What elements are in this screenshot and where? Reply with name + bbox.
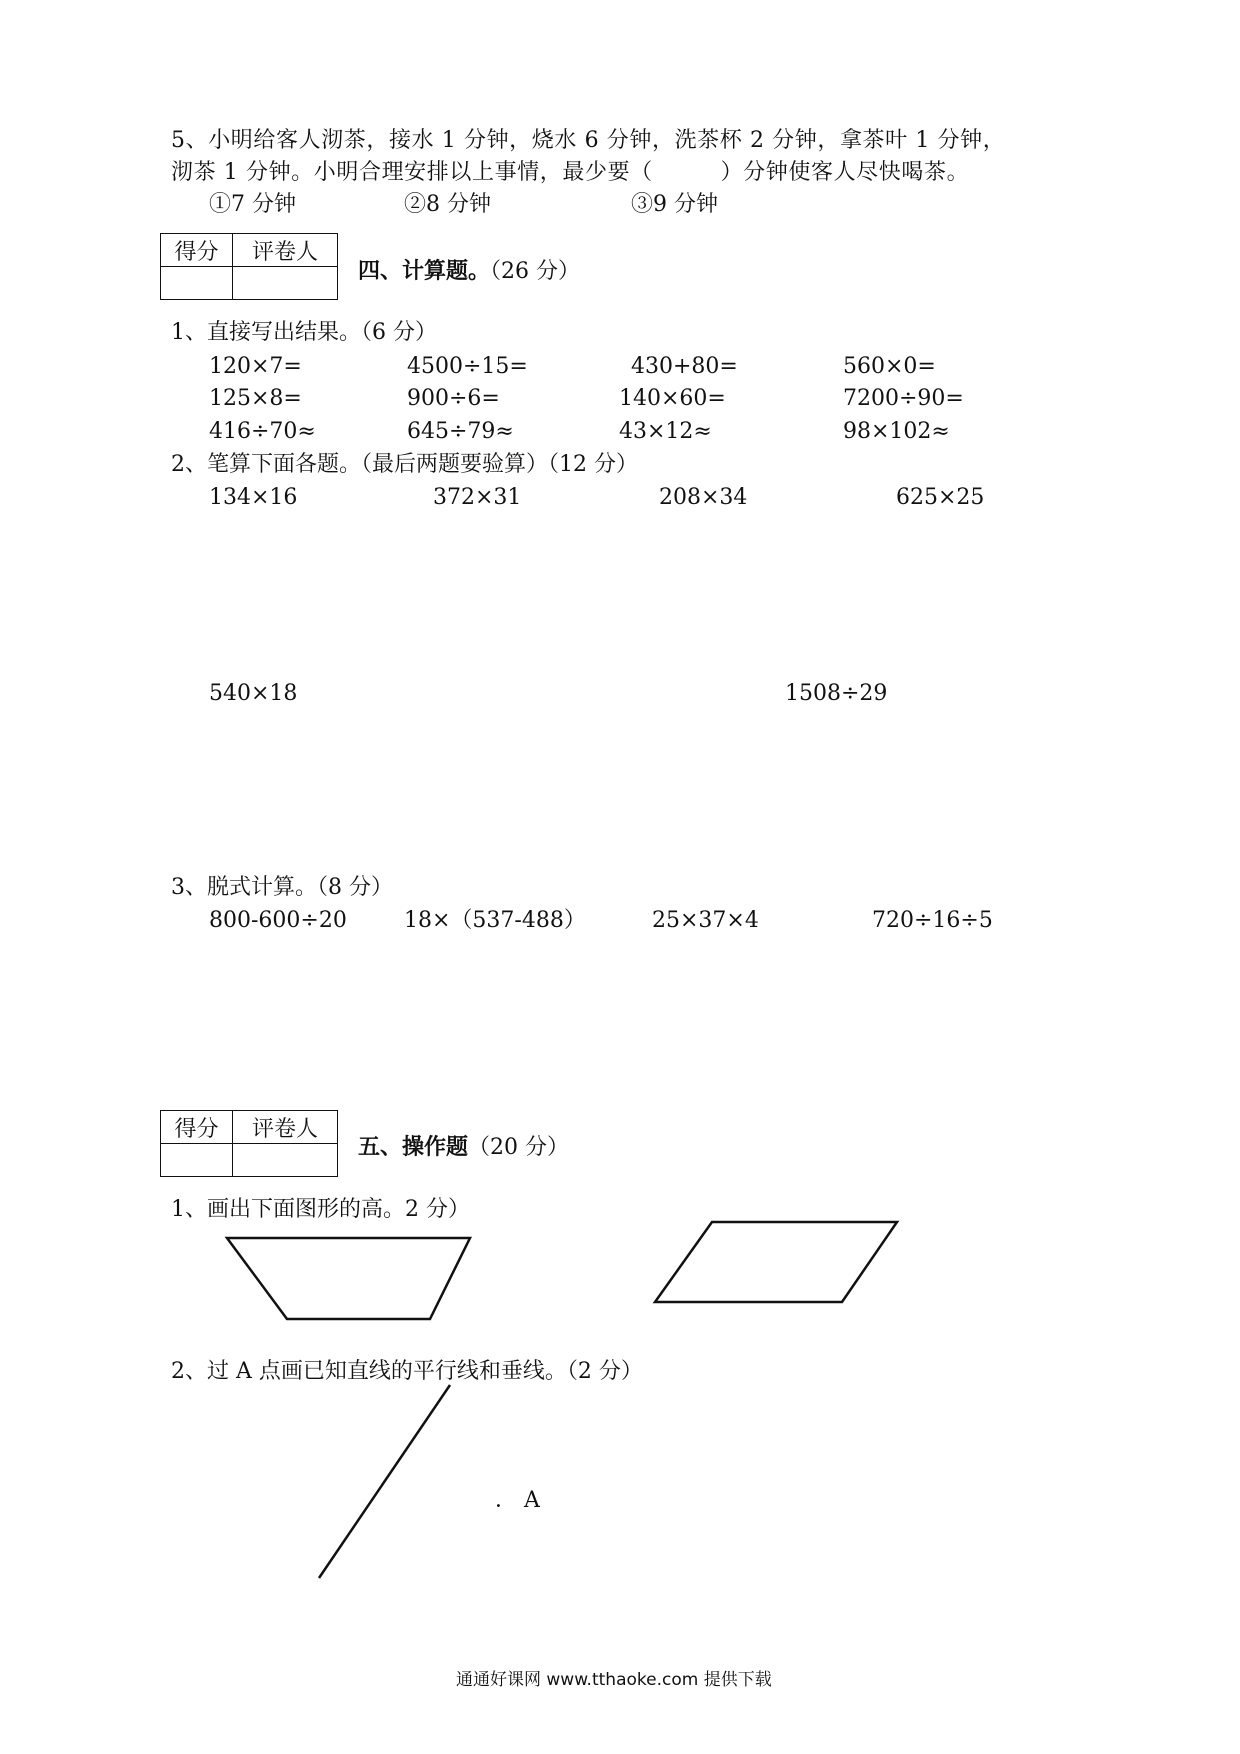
q5-line2: 沏茶 1 分钟。小明合理安排以上事情，最少要（ ）分钟使客人尽快喝茶。 — [171, 160, 970, 185]
calc-item: 125×8= — [209, 386, 302, 411]
grader-header: 评卷人 — [233, 1111, 338, 1144]
stepwise-calc-item: 720÷16÷5 — [872, 908, 993, 933]
calc-item: 645÷79≈ — [407, 419, 514, 444]
given-line — [319, 1385, 450, 1578]
q5-line1: 5、小明给客人沏茶，接水 1 分钟，烧水 6 分钟，洗茶杯 2 分钟，拿茶叶 1 分钟， — [171, 128, 1006, 153]
written-calc-item: 134×16 — [209, 485, 298, 510]
point-a-label: ． A — [495, 1488, 540, 1513]
q5-option-2: ②8 分钟 — [404, 192, 491, 217]
stepwise-calc-item: 18×（537-488） — [404, 908, 586, 933]
parallelogram-figure — [655, 1222, 897, 1302]
section5-title: 五、操作题 — [358, 1134, 469, 1160]
written-calc-item: 1508÷29 — [785, 681, 888, 706]
section4-title: 四、计算题。 — [358, 258, 491, 284]
calc-item: 140×60= — [619, 386, 726, 411]
q5-option-3: ③9 分钟 — [631, 192, 718, 217]
calc-item: 430+80= — [631, 354, 738, 379]
section5-q2-label: 2、过 A 点画已知直线的平行线和垂线。（2 分） — [171, 1359, 643, 1384]
calc-item: 98×102≈ — [843, 419, 950, 444]
section5-q1-label: 1、画出下面图形的高。2 分） — [171, 1197, 470, 1222]
stepwise-calc-item: 25×37×4 — [652, 908, 759, 933]
calc-item: 120×7= — [209, 354, 302, 379]
section4-q1-label: 1、直接写出结果。（6 分） — [171, 320, 437, 345]
calc-item: 7200÷90= — [843, 386, 964, 411]
calc-item: 4500÷15= — [407, 354, 528, 379]
q5-option-1: ①7 分钟 — [209, 192, 296, 217]
written-calc-item: 208×34 — [659, 485, 748, 510]
calc-item: 560×0= — [843, 354, 936, 379]
section5-points: （20 分） — [468, 1135, 570, 1160]
written-calc-item: 372×31 — [433, 485, 522, 510]
stepwise-calc-item: 800-600÷20 — [209, 908, 347, 933]
written-calc-item: 625×25 — [896, 485, 985, 510]
section4-q3-label: 3、脱式计算。（8 分） — [171, 875, 393, 900]
section4-q2-label: 2、笔算下面各题。（最后两题要验算）（12 分） — [171, 452, 638, 477]
calc-item: 900÷6= — [407, 386, 500, 411]
trapezoid-figure — [227, 1238, 470, 1319]
section4-points: （26 分） — [490, 259, 581, 284]
calc-item: 416÷70≈ — [209, 419, 316, 444]
score-header: 得分 — [161, 1111, 233, 1144]
grader-header: 评卷人 — [233, 234, 338, 267]
score-header: 得分 — [161, 234, 233, 267]
calc-item: 43×12≈ — [619, 419, 712, 444]
written-calc-item: 540×18 — [209, 681, 298, 706]
footer-credit: 通通好课网 www.tthaoke.com 提供下载 — [456, 1670, 772, 1690]
